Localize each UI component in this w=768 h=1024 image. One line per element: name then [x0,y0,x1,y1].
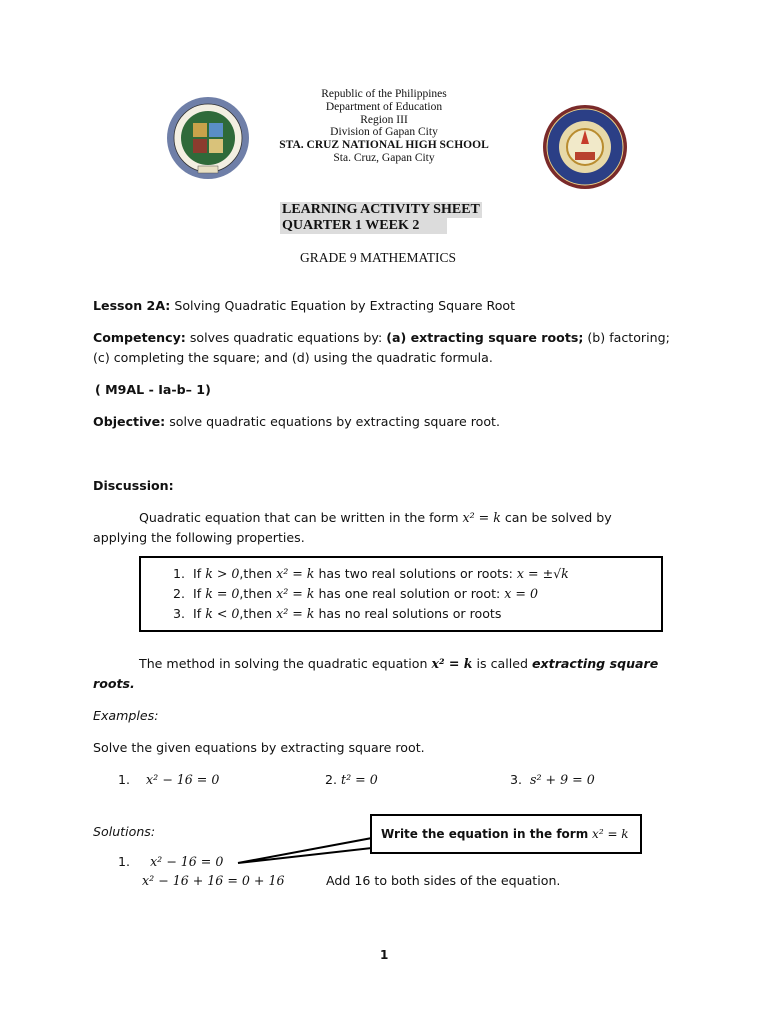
competency-d: (d) using the quadratic formula. [291,350,493,365]
objective-text: solve quadratic equations by extracting square root. [169,414,500,429]
property-item: 1. If k > 0,then x² = k has two real solutions or roots: x = ±√k [173,566,569,581]
examples-instruction: Solve the given equations by extracting square root. [93,740,425,755]
example-item: 1. x² − 16 = 0 [118,772,220,787]
header-line: Republic of the Philippines [321,88,447,100]
callout-pointer [236,834,376,866]
competency-a: (a) extracting square roots; [386,330,584,345]
objective-line [93,412,500,432]
school-name: STA. CRUZ NATIONAL HIGH SCHOOL [279,139,489,152]
examples-heading: Examples: [93,708,159,723]
header-line: Region III [360,113,408,126]
page-number: 1 [380,948,389,962]
competency-text: solves quadratic equations by: [189,330,383,345]
example-item: 3. s² + 9 = 0 [510,772,595,787]
header-line: Division of Gapan City [330,126,438,139]
solution-line: x² − 16 + 16 = 0 + 16 [142,873,285,888]
solutions-heading: Solutions: [93,824,156,839]
math-expression: x² = k [431,656,473,671]
lesson-text: Solving Quadratic Equation by Extracting Square Root [174,298,516,313]
callout-box: Write the equation in the form x² = k [370,814,642,854]
math-expression: x² = k [462,510,501,525]
competency-b: (b) factoring; [587,330,670,345]
lesson-line [93,296,515,316]
property-item: 3. If k < 0,then x² = k has no real solutions or roots [173,606,502,621]
property-item: 2. If k = 0,then x² = k has one real solution or root: x = 0 [173,586,538,601]
lesson-label: Lesson 2A: [93,298,171,313]
discussion-text: can be solved by [504,510,612,525]
grade-label: GRADE 9 MATHEMATICS [300,250,457,265]
header-line: Sta. Cruz, Gapan City [333,151,435,164]
objective-label: Objective: [93,414,166,429]
sheet-title: LEARNING ACTIVITY SHEET [282,202,480,217]
solution-line: 1. x² − 16 = 0 [118,854,224,869]
discussion-paragraph [93,508,693,548]
example-item: 2. t² = 0 [325,772,378,787]
discussion-text: applying the following properties. [93,530,305,545]
discussion-heading: Discussion: [93,478,174,493]
method-paragraph: The method in solving the quadratic equation x² = k is called extracting square roots. [93,656,659,691]
solution-note: Add 16 to both sides of the equation. [326,873,561,888]
competency-block [93,328,693,368]
competency-code: ( M9AL - Ia-b– 1) [95,382,211,397]
competency-c: (c) completing the square; and [93,350,288,365]
competency-label: Competency: [93,330,186,345]
properties-box [139,556,663,632]
discussion-text: Quadratic equation that can be written in the form [139,510,459,525]
header-block [0,88,768,165]
header-line: Department of Education [325,100,443,113]
sheet-subtitle: QUARTER 1 WEEK 2 [280,218,447,234]
